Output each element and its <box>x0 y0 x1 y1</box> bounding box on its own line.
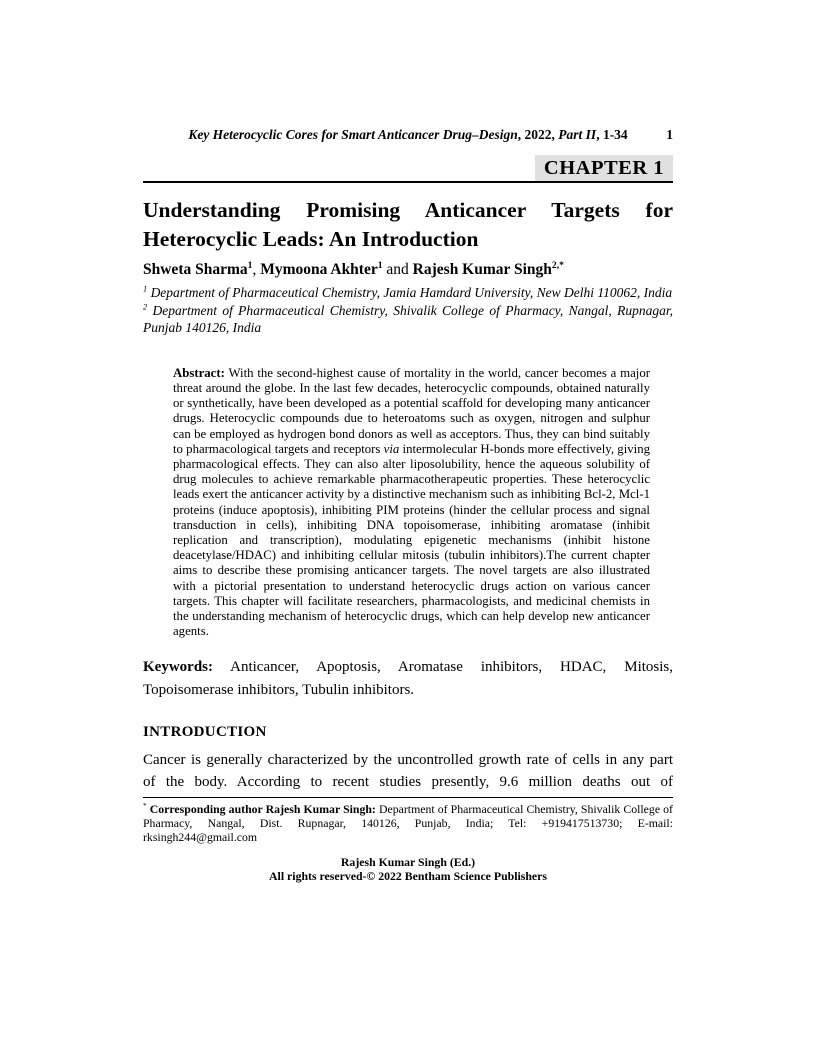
author-affiliation-marker: 1 <box>247 259 253 271</box>
affiliation-entry <box>143 284 673 302</box>
page-number: 1 <box>666 127 673 142</box>
affiliation-marker: 2 <box>143 302 148 312</box>
author-separator: and <box>382 261 413 278</box>
author-name: Mymoona Akhter <box>260 261 378 278</box>
editor-line: Rajesh Kumar Singh (Ed.) <box>340 854 476 869</box>
author-affiliation-marker: 1 <box>377 259 383 271</box>
corresponding-author-footnote <box>143 797 673 844</box>
publisher-imprint <box>143 855 673 884</box>
author-name: Rajesh Kumar Singh <box>412 261 552 278</box>
abstract-label: Abstract: <box>173 365 225 380</box>
running-title: Key Heterocyclic Cores for Smart Anticancer Drug–Design <box>188 127 518 142</box>
footnote-text: Department of Pharmaceutical Chemistry, Shivalik College of Pharmacy, Nangal, Dist. Rupnagar, 140126, Punjab, India; Tel: +919417513730; E-mail: rksingh244@gmail.com <box>143 802 673 845</box>
chapter-rule <box>143 155 673 183</box>
keywords <box>143 656 673 701</box>
abstract-text: intermolecular H-bonds more effectively, giving pharmacological effects. They can also alter liposolubility, hence the aqueous solubility of drug molecules to achieve remarkable pharmacotherapeutic properties. These heterocyclic leads exert the anticancer activity by a distinctive mechanism such as inhibiting Bcl-2, Mcl-1 proteins (induce apoptosis), inhibiting PIM proteins (hinder the cellular process and signal transduction in cells), inhibiting DNA topoisomerase, inhibiting aromatase (inhibit replication and transcription), modulating epigenetic mechanisms (inhibit histone deacetylase/HDAC) and inhibiting cellular mitosis (tubulin inhibitors).The current chapter aims to describe these promising anticancer targets. The novel targets are also illustrated with a pictorial presentation to understand heterocyclic drugs action on various cancer targets. This chapter will facilitate researchers, pharmacologists, and medicinal chemists in the understanding mechanism of heterocyclic drugs, which can help develop new anticancer agents. <box>173 441 650 639</box>
author-list <box>143 261 673 279</box>
running-head <box>143 127 673 144</box>
chapter-badge: CHAPTER 1 <box>535 155 673 181</box>
running-part: Part II <box>558 127 597 142</box>
affiliation-text: Department of Pharmaceutical Chemistry, Shivalik College of Pharmacy, Nangal, Rupnagar, Punjab 140126, India <box>143 302 673 336</box>
keywords-text: Anticancer, Apoptosis, Aromatase inhibitors, HDAC, Mitosis, Topoisomerase inhibitors, Tubulin inhibitors. <box>143 659 673 698</box>
affiliation-marker: 1 <box>143 284 148 294</box>
section-heading-introduction: INTRODUCTION <box>143 724 267 741</box>
abstract <box>173 366 650 640</box>
affiliations <box>143 284 673 337</box>
running-pages: , 1-34 <box>596 127 628 142</box>
rights-line: All rights reserved-© 2022 Bentham Science Publishers <box>269 869 547 884</box>
chapter-title-line1: Understanding Promising Anticancer Targets for <box>143 198 673 222</box>
affiliation-text: Department of Pharmaceutical Chemistry, Jamia Hamdard University, New Delhi 110062, India <box>147 285 673 300</box>
affiliation-entry <box>143 302 673 337</box>
author-name: Shweta Sharma <box>143 261 248 278</box>
abstract-italic-word: via <box>383 441 400 456</box>
introduction-paragraph: Cancer is generally characterized by the uncontrolled growth rate of cells in any part of the body. According to recent studies presently, 9.6 million deaths out of <box>143 752 673 791</box>
author-separator: , <box>252 261 261 278</box>
running-year: , 2022, <box>517 127 559 142</box>
abstract-text: With the second-highest cause of mortality in the world, cancer becomes a major threat around the globe. In the last few decades, heterocyclic compounds, obtained naturally or synthetically, have been developed as a potential scaffold for developing many anticancer drugs. Heterocyclic compounds due to heteroatoms such as oxygen, nitrogen and sulphur can be employed as hydrogen bond donors as well as acceptors. Thus, they can bind suitably to pharmacological targets and receptors <box>173 365 650 456</box>
chapter-title-line2: Heterocyclic Leads: An Introduction <box>143 227 479 251</box>
author-affiliation-marker: 2,* <box>551 259 564 271</box>
chapter-title <box>143 196 673 254</box>
footnote-marker: * <box>143 801 147 811</box>
footnote-label: Corresponding author Rajesh Kumar Singh: <box>146 802 379 817</box>
keywords-label: Keywords: <box>143 659 213 676</box>
